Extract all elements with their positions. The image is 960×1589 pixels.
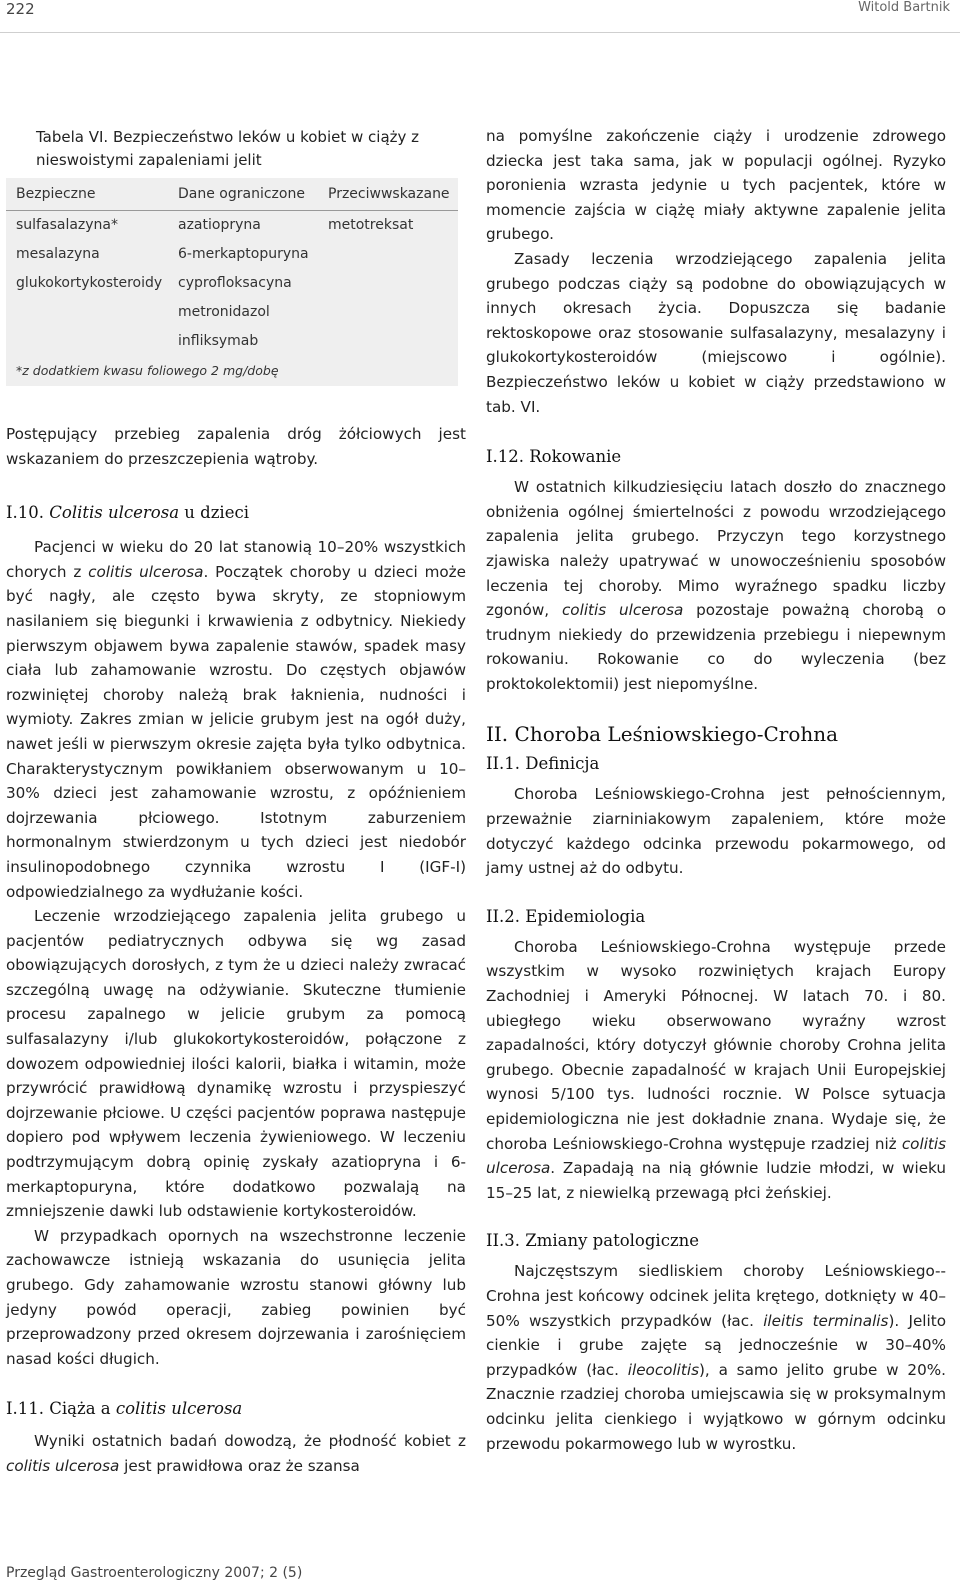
table-cell: glukokortykosteroidy [16,274,163,291]
section-title-23: II.3. Zmiany patologiczne [486,1231,700,1251]
left-column [6,124,466,1479]
journal-footer: Przegląd Gastroenterologiczny 2007; 2 (5) [6,1565,303,1581]
text-run: Pacjenci w wieku do 20 lat stanowią 10–20% wszystkich chorych z [6,538,466,581]
paragraph: na pomyślne zakończenie ciąży i urodzenie zdrowego dziecka jest taka sama, jak w populacji ogólnej. Ryzyko poronienia wzrasta jedynie u tych pacjentek, które w momencie zajścia w ciążę miały aktywne zapalenie jelita grubego. [486,127,946,244]
section-title-12: I.12. Rokowanie [486,447,622,467]
text-run: ), a samo jelito grube w 20%. Znacznie rzadziej choroba umiejscawia się w proksymalnym odcinku jelita cienkiego i wyjątkowo w górnym odcinku przewodu pokarmowego lub w wyrostku. [486,1360,946,1453]
table-cell: cyprofloksacyna [178,274,292,291]
chapter-title: II. Choroba Leśniowskiego-Crohna [486,722,839,747]
table-cell: azatiopryna [178,216,261,233]
table-label: Tabela VI. [36,128,109,146]
table-header-cell: Bezpieczne [6,178,170,210]
section-title-11 [6,1397,466,1421]
table-cell: metronidazol [178,303,270,320]
header-rule [0,32,960,33]
table-cell: 6-merkaptopuryna [178,245,309,262]
table-cell: infliksymab [178,332,259,349]
section-title-italic: colitis ulcerosa [115,1399,243,1419]
running-author: Witold Bartnik [858,0,950,15]
paragraph: Zasady leczenia wrzodziejącego zapalenia jelita grubego podczas ciąży są podobne do obowiązujących w innych okresach życia. Dopuszcza się badanie rektoskopowe oraz stosowanie sulfasalazyny, mesalazyny i glukokortykosteroidów (miejscowo i ogólnie). Bezpieczeństwo leków u kobiet w ciąży przedstawiono w tab. VI. [486,249,946,416]
text-run: Wyniki ostatnich badań dowodzą, że płodność kobiet z [34,1432,466,1451]
paragraph [6,535,466,904]
paragraph: W przypadkach opornych na wszechstronne leczenie zachowawcze istnieją wskazania do usunięcia jelita grubego. Gdy zahamowanie wzrostu stanowi główny lub jedyny powód operacji, zabieg powinien być przeprowadzony przed okresem dojrzewania i zarośnięciem nasad kości długich. [6,1226,466,1368]
text-run: Najczęstszym siedliskiem choroby Leśniowskiego--Crohna jest końcowy odcinek jelita krętego, dotknięty w 40–50% wszystkich przypadków (łac. [486,1262,946,1330]
table-title [6,124,458,178]
section-number: I.10. [6,503,45,523]
table-header-cell: Dane ograniczone [170,178,326,210]
paragraph-transplant: Postępujący przebieg zapalenia dróg żółciowych jest wskazaniem do przeszczepienia wątroby. [6,425,466,468]
text-run-italic: colitis ulcerosa [88,562,204,581]
table-cell [6,326,170,355]
text-run-italic: ileitis terminalis [763,1311,889,1330]
text-run: jest prawidłowa oraz że szansa [119,1456,360,1475]
text-run: W ostatnich kilkudziesięciu latach doszło do znacznego obniżenia ogólnej śmiertelności z powodu wrzodziejącego zapalenia jelita grubego. Przyczyn tego korzystnego zjawiska należy upatrywać w unowocześnieniu sposobów leczenia tej choroby. Mimo wyraźnego spadku liczby zgonów, [486,478,946,620]
text-run: pozostaje poważną chorobą o trudnym niekiedy do przewidzenia przebiegu i niepewnym rokowaniu. Rokowanie co do wyleczenia (bez proktokolektomii) jest niepomyślne. [486,601,946,693]
table-cell [326,297,458,326]
section-title-italic: Colitis ulcerosa [49,503,180,523]
section-title-10 [6,501,466,525]
table-cell [6,297,170,326]
text-run-italic: colitis ulcerosa [6,1456,120,1475]
table-header-cell: Przeciwwskazane [326,178,458,210]
table-cell [326,268,458,297]
table-header-row [6,178,458,210]
section-title-21: II.1. Definicja [486,754,600,774]
table-cell: metotreksat [328,216,414,233]
table-title-text: Bezpieczeństwo leków u kobiet w ciąży z nieswoistymi zapaleniami jelit [36,128,420,169]
table-footnote: *z dodatkiem kwasu foliowego 2 mg/dobę [16,363,279,378]
page-number: 222 [6,0,35,18]
paragraph: Leczenie wrzodziejącego zapalenia jelita grubego u pacjentów pediatrycznych odbywa się wg zasad obowiązujących dorosłych, z tym że u dzieci należy zwracać szczególną uwagę na odżywianie. Skuteczne tłumienie procesu zapalnego w jelicie grubym za pomocą sulfasalazyny i/lub glukokortykosteroidów, połączone z dowozem odpowiedniej ilości kalorii, białka i witamin, może przywrócić prawidłową dynamikę wzrostu i przyspieszyć dojrzewanie płciowe. U części pacjentów poprawa następuje dopiero pod wpływem leczenia żywieniowego. W leczeniu podtrzymującym dobrą opinię zyskały azatiopryna i 6-merkaptopuryna, które dodatkowo pozwalają na zmniejszenie dawki lub odstawienie kortykosteroidów. [6,907,466,1221]
paragraph [6,1429,466,1478]
text-run: . Początek choroby u dzieci może być nagły, ale często bywa skryty, ze stopniowym nasilaniem się biegunki i krwawienia z odbytnicy. Niekiedy pierwszym objawem bywa zapalenie stawów, spadek masy ciała lub zahamowanie wzrostu. Do częstych objawów rozwiniętej choroby należą brak łaknienia, nudności i wymioty. Zakres zmian w jelicie grubym jest na ogół duży, nawet jeśli w pierwszym okresie zajęta była tylko odbytnica. Charakterystycznym powikłaniem obserwowanym u 10–30% dzieci jest zahamowanie wzrostu, z opóźnieniem dojrzewania płciowego. Istotnym zaburzeniem hormonalnym stwierdzonym u tych dzieci jest niedobór insulinopodobnego czynnika wzrostu I (IGF-I) odpowiedzialnego za wydłużanie kości. [6,562,466,901]
table-cell [326,239,458,268]
text-run-italic: colitis ulcerosa [561,601,684,620]
table-row [6,268,458,297]
text-run: . Zapadają na nią głównie ludzie młodzi, w wieku 15–25 lat, z niewielką przewagą płci żeńskiej. [486,1159,946,1202]
text-run-italic: ileocolitis [627,1360,699,1379]
section-title-rest: Ciąża a [44,1399,116,1419]
paragraph [486,475,946,696]
table-row [6,326,458,355]
text-run-italic: colitis ulcerosa [486,1134,946,1178]
drug-safety-table [6,178,458,355]
right-column [486,124,946,1456]
section-number: I.11. [6,1399,45,1419]
paragraph [486,1259,946,1456]
section-title-22: II.2. Epidemiologia [486,906,646,926]
paragraph: Choroba Leśniowskiego-Crohna jest pełnościennym, przeważnie ziarniniakowym zapaleniem, które może dotyczyć każdego odcinka przewodu pokarmowego, od jamy ustnej aż do odbytu. [486,785,946,878]
section-title-rest: u dzieci [179,503,249,523]
drug-safety-table-box [6,124,458,386]
table-row [6,239,458,268]
table-cell: mesalazyna [16,245,100,262]
text-run: ). Jelito cienkie i grube zajęte są jednocześnie w 30–40% przypadków (łac. [486,1311,946,1379]
text-run: Choroba Leśniowskiego-Crohna występuje przede wszystkim w wysoko rozwiniętych krajach Europy Zachodniej i Ameryki Północnej. W latach 70. i 80. ubiegłego wieku obserwowano wyraźny wzrost zapadalności, który dotyczył głównie choroby Crohna jelita grubego. Obecnie zapadalność w krajach Unii Europejskiej wynosi 5/100 tys. ludności rocznie. W Polsce sytuacja epidemiologiczna nie jest dokładnie znana. Wydaje się, że choroba Leśniowskiego-Crohna występuje rzadziej niż [486,937,946,1153]
table-cell: sulfasalazyna* [16,216,118,233]
table-row [6,297,458,326]
table-cell [326,326,458,355]
paragraph [486,935,946,1206]
table-row [6,210,458,239]
